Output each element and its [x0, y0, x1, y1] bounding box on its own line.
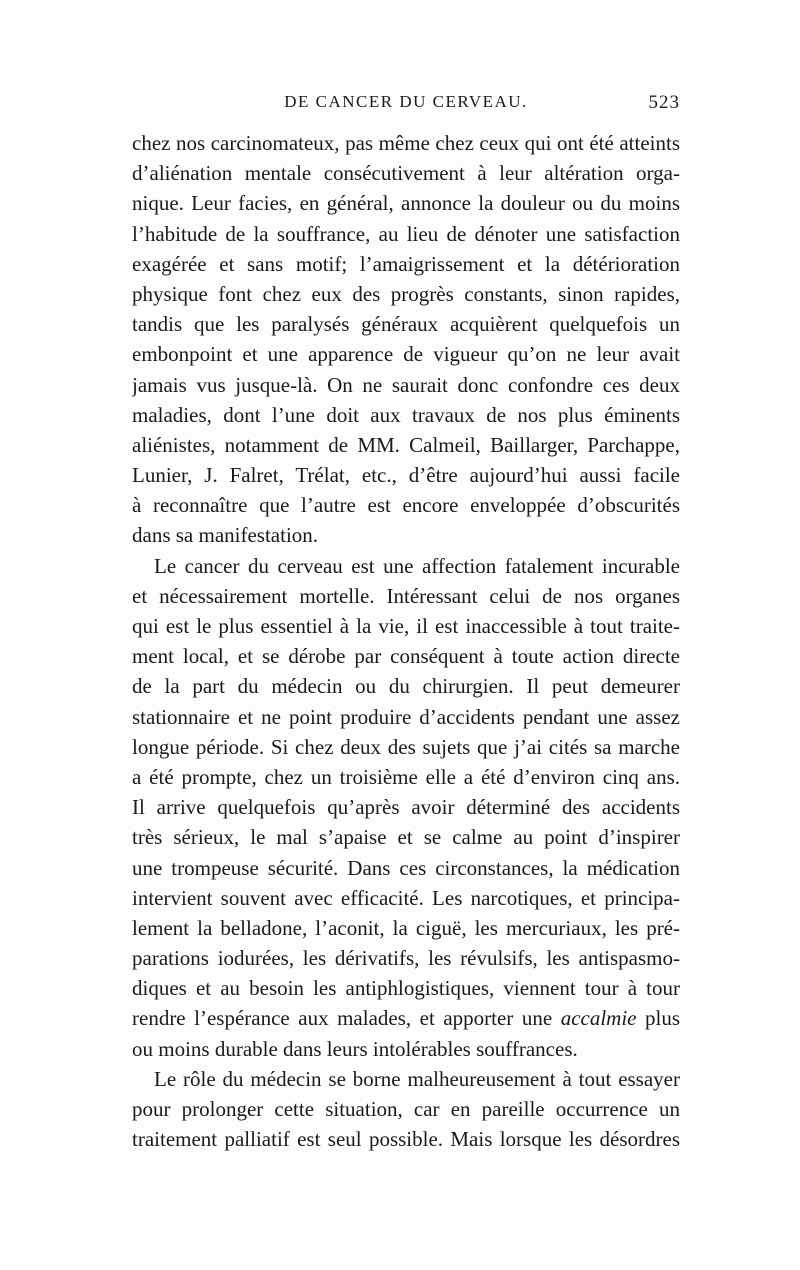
page-number: 523	[648, 92, 680, 113]
text-line: traitement palliatif est seul possible. Mais lorsque les désordres	[132, 1127, 680, 1152]
text-line: de la part du médecin ou du chirurgien. Il peut demeurer	[132, 674, 680, 699]
text-line: jamais vus jusque-là. On ne saurait donc confondre ces deux	[132, 372, 680, 397]
text-line: pour prolonger cette situation, car en pareille occurrence un	[132, 1097, 680, 1121]
running-head	[132, 92, 680, 118]
text-line: tandis que les paralysés généraux acquièrent quelquefois un	[132, 312, 680, 337]
text-line: chez nos carcinomateux, pas même chez ceux qui ont été atteints	[132, 131, 680, 155]
text-line: Lunier, J. Falret, Trélat, etc., d’être aujourd’hui aussi facile	[132, 463, 680, 488]
text-line: ou moins durable dans leurs intolérables souffrances.	[132, 1036, 578, 1061]
text-line: diques et au besoin les antiphlogistiques, viennent tour à tour	[132, 976, 680, 1001]
text-line: physique font chez eux des progrès constants, sinon rapides,	[132, 281, 680, 306]
text-line: parations iodurées, les dérivatifs, les révulsifs, les antispasmo-	[132, 946, 680, 971]
text-line: nique. Leur facies, en général, annonce la douleur ou du moins	[132, 191, 680, 216]
body-text	[132, 128, 680, 1154]
text-line: embonpoint et une apparence de vigueur qu’on ne leur avait	[132, 342, 680, 367]
text-line-with-italic	[132, 1003, 680, 1033]
text-line: longue période. Si chez deux des sujets que j’ai cités sa marche	[132, 734, 680, 759]
text-line: maladies, dont l’une doit aux travaux de nos plus éminents	[132, 402, 680, 427]
text-line: d’aliénation mentale consécutivement à leur altération orga-	[132, 161, 680, 186]
text-line: aliénistes, notamment de MM. Calmeil, Baillarger, Parchappe,	[132, 432, 680, 457]
text-line: l’habitude de la souffrance, au lieu de dénoter une satisfaction	[132, 221, 680, 246]
text-line: Le cancer du cerveau est une affection fatalement incurable	[154, 553, 680, 578]
text-segment: rendre l’espérance aux malades, et apporter une	[132, 1006, 553, 1031]
text-line: stationnaire et ne point produire d’accidents pendant une assez	[132, 704, 680, 729]
running-title: DE CANCER DU CERVEAU.	[284, 92, 528, 111]
text-line: lement la belladone, l’aconit, la ciguë, les mercuriaux, les pré-	[132, 915, 680, 940]
text-line: intervient souvent avec efficacité. Les narcotiques, et principa-	[132, 885, 680, 910]
text-line: a été prompte, chez un troisième elle a été d’environ cinq ans.	[132, 764, 680, 789]
text-line: ment local, et se dérobe par conséquent à toute action directe	[132, 644, 680, 669]
text-line: très sérieux, le mal s’apaise et se calme au point d’inspirer	[132, 825, 680, 850]
text-line: Le rôle du médecin se borne malheureusement à tout essayer	[154, 1066, 680, 1091]
text-line: Il arrive quelquefois qu’après avoir déterminé des accidents	[132, 795, 680, 820]
text-segment: plus	[636, 1006, 680, 1031]
text-line: et nécessairement mortelle. Intéressant celui de nos organes	[132, 583, 680, 608]
text-line: exagérée et sans motif; l’amaigrissement et la détérioration	[132, 251, 680, 276]
text-line: dans sa manifestation.	[132, 523, 319, 548]
text-line: qui est le plus essentiel à la vie, il est inaccessible à tout traite-	[132, 614, 680, 638]
italic-word: accalmie	[560, 1006, 637, 1031]
text-line: à reconnaître que l’autre est encore enveloppée d’obscurités	[132, 493, 680, 518]
text-line: une trompeuse sécurité. Dans ces circonstances, la médication	[132, 855, 680, 880]
